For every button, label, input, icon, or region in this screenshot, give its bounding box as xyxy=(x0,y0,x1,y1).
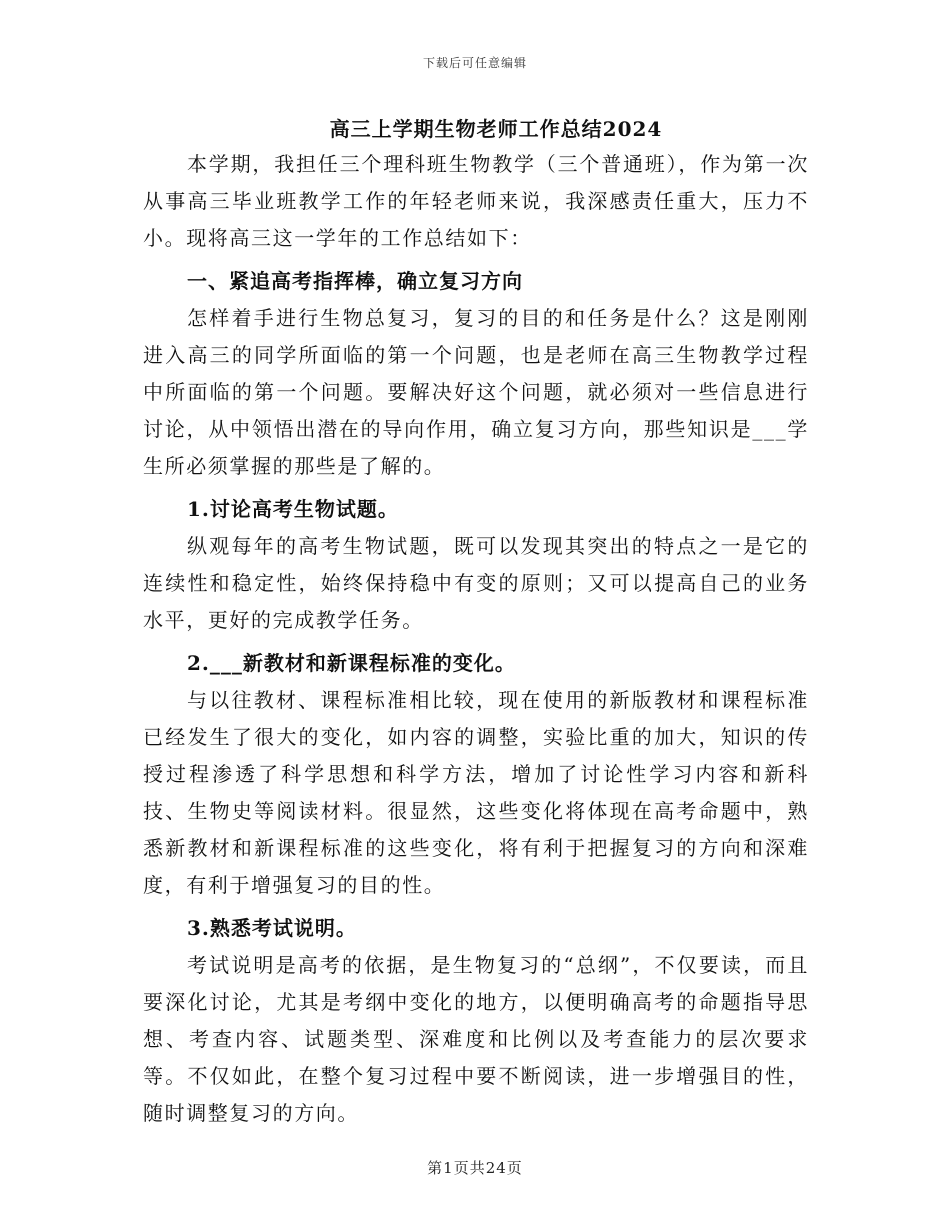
paragraph-subheading-2: 与以往教材、课程标准相比较，现在使用的新版教材和课程标准已经发生了很大的变化，如内容的调整，实验比重的加大，知识的传授过程渗透了科学思想和科学方法，增加了讨论性学习内容和新科技、生物史等阅读材料。很显然，这些变化将体现在高考命题中，熟悉新教材和新课程标准的这些变化，将有利于把握复习的方向和深难度，有利于增强复习的目的性。 xyxy=(143,688,809,897)
paragraph-subheading-3: 考试说明是高考的依据，是生物复习的“总纲”，不仅要读，而且要深化讨论，尤其是考纲中变化的地方，以便明确高考的命题指导思想、考查内容、试题类型、深难度和比例以及考查能力的层次要求等。不仅如此，在整个复习过程中要不断阅读，进一步增强目的性，随时调整复习的方向。 xyxy=(143,953,809,1125)
document-title: 高三上学期生物老师工作总结2024 xyxy=(329,117,663,141)
subheading-2: 2.___新教材和新课程标准的变化。 xyxy=(187,651,516,675)
page-footer: 第1页共24页 xyxy=(427,1159,523,1177)
subheading-3: 3.熟悉考试说明。 xyxy=(187,916,357,940)
paragraph-intro: 本学期，我担任三个理科班生物教学（三个普通班），作为第一次从事高三毕业班教学工作的年轻老师来说，我深感责任重大，压力不小。现将高三这一学年的工作总结如下： xyxy=(143,152,809,250)
document-body xyxy=(143,112,809,1132)
header-note: 下载后可任意编辑 xyxy=(422,56,527,70)
paragraph-section-1: 怎样着手进行生物总复习，复习的目的和任务是什么？这是刚刚进入高三的同学所面临的第一个问题，也是老师在高三生物教学过程中所面临的第一个问题。要解决好这个问题，就必须对一些信息进行讨论，从中领悟出潜在的导向作用，确立复习方向，那些知识是___学生所必须掌握的那些是了解的。 xyxy=(143,306,809,478)
subheading-1: 1.讨论高考生物试题。 xyxy=(187,497,399,521)
section-heading-1: 一、紧追高考指挥棒，确立复习方向 xyxy=(187,269,523,293)
paragraph-subheading-1: 纵观每年的高考生物试题，既可以发现其突出的特点之一是它的连续性和稳定性，始终保持稳中有变的原则；又可以提高自己的业务水平，更好的完成教学任务。 xyxy=(143,534,809,632)
